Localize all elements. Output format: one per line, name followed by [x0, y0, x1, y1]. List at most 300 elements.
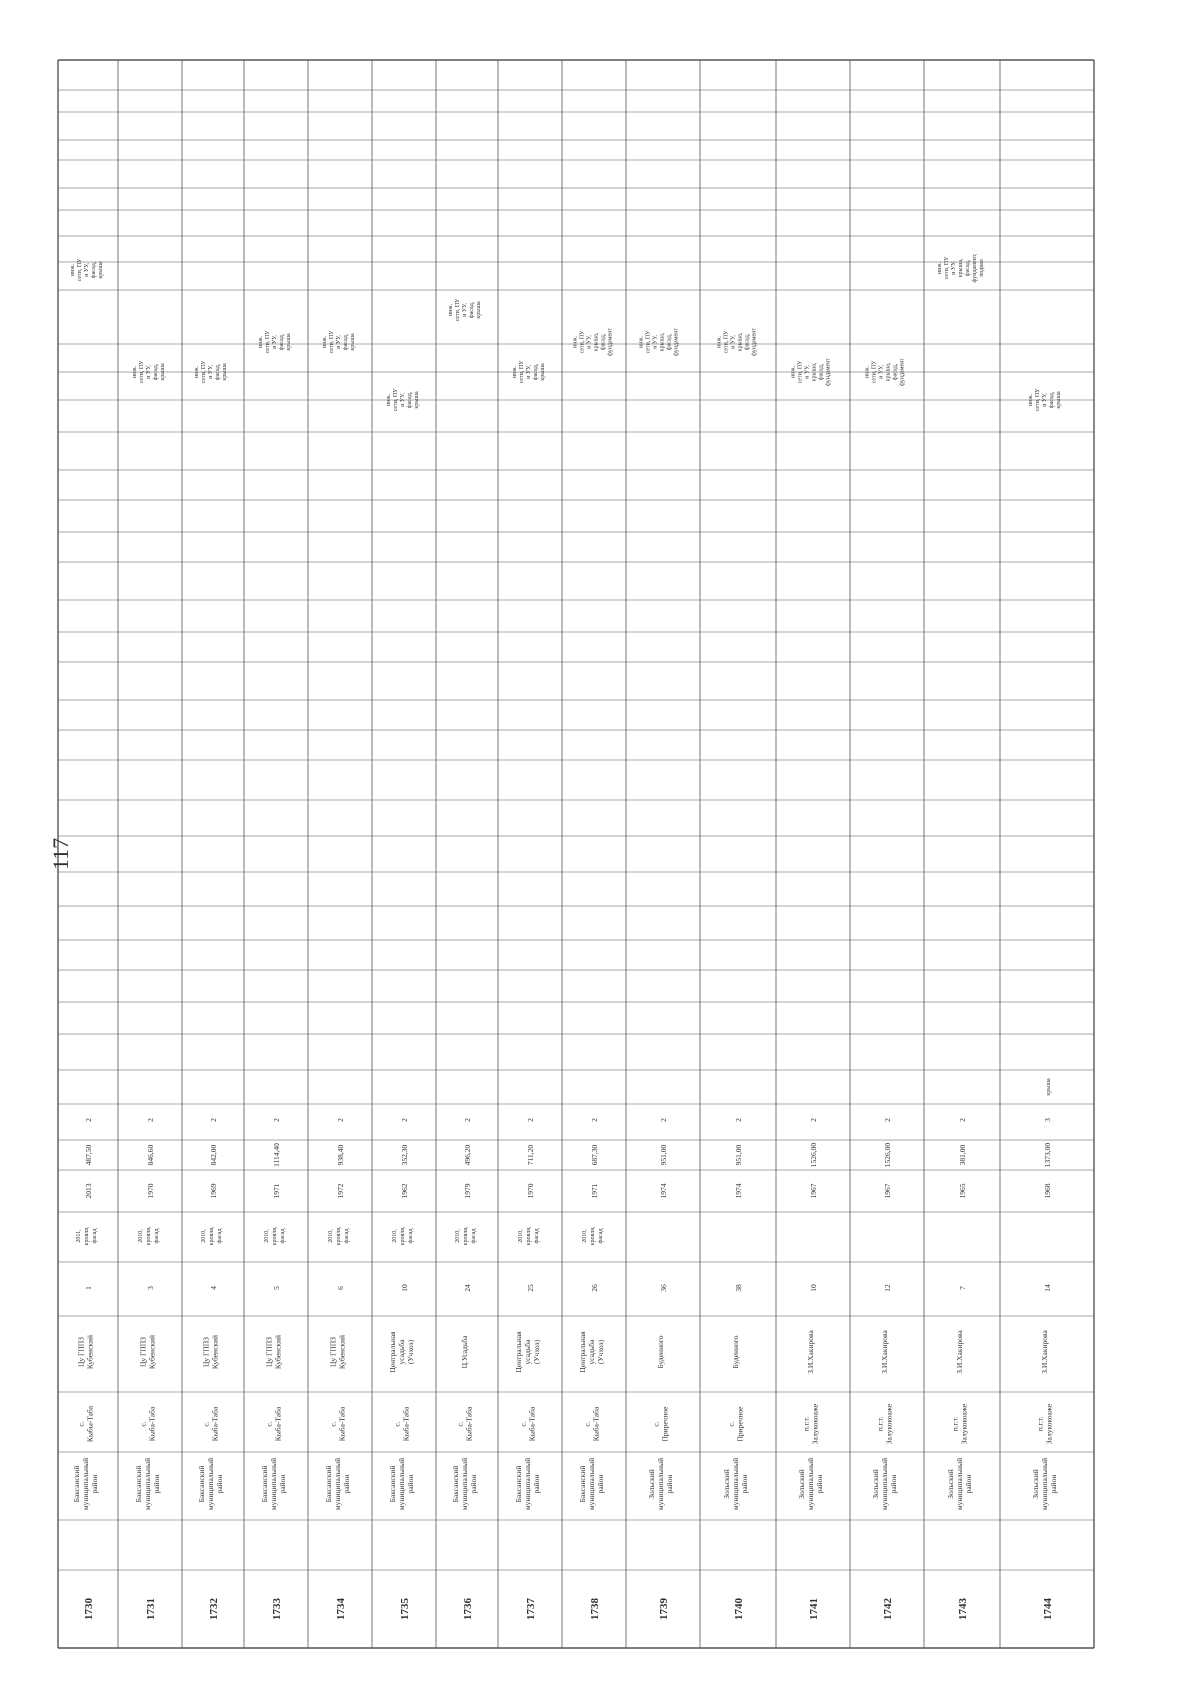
street-cell-line: Кубенский	[337, 1334, 347, 1370]
works-cell-line: инж.	[572, 335, 579, 349]
repair-cell-line: кровля,	[146, 1226, 152, 1246]
settlement-cell-line: п.г.т.	[950, 1416, 960, 1432]
works-cell-line: сети, ПУ	[393, 388, 399, 412]
works-cell-line: фасад,	[818, 363, 825, 381]
district-cell-line: муниципальный	[806, 1457, 815, 1511]
settlement-cell-line: п.г.т.	[801, 1416, 811, 1432]
district-cell-line: муниципальный	[460, 1457, 469, 1511]
works-cell-line: фасад,	[1049, 391, 1055, 409]
settlement-cell-line: Кыба-Таба	[337, 1406, 347, 1442]
row-number: 1733	[271, 1598, 283, 1620]
street-cell-line: (Учхоз)	[596, 1339, 605, 1365]
area-value: 496,20	[463, 1144, 472, 1166]
works-cell-line: сети, ПУ	[797, 360, 804, 384]
street-cell-line: Буденного	[731, 1335, 740, 1369]
works-cell-line: крыша	[160, 363, 166, 381]
works-cell-line: инж.	[132, 365, 138, 379]
build-year: 1974	[734, 1183, 743, 1199]
works-cell-line: фундамент	[825, 358, 832, 386]
floors-value: 2	[463, 1118, 472, 1122]
repair-cell-line: фасад	[471, 1228, 477, 1244]
district-cell-line: район	[278, 1474, 287, 1494]
works-cell-line: и УУ,	[84, 263, 90, 277]
house-number: 1	[84, 1286, 93, 1290]
build-year: 1967	[809, 1183, 818, 1199]
street-cell-line: Ц.Усадьба	[460, 1335, 469, 1369]
build-year: 1969	[209, 1183, 218, 1199]
house-number: 36	[659, 1284, 668, 1292]
street-cell-line: Цу ГППЗ	[138, 1337, 148, 1367]
area-value: 951,00	[734, 1144, 743, 1166]
works-cell-line: фасад,	[215, 363, 221, 381]
house-number: 38	[734, 1284, 743, 1292]
works-cell-line: инж.	[512, 365, 518, 379]
build-year: 1974	[659, 1183, 668, 1199]
works-cell-line: сети, ПУ	[455, 298, 461, 322]
area-value: 487,50	[84, 1144, 93, 1166]
house-number: 5	[272, 1286, 281, 1290]
repair-cell-line: 2010,	[455, 1229, 461, 1243]
district-cell-line: район	[90, 1474, 99, 1494]
works-cell-line: и УУ,	[336, 335, 342, 349]
repair-cell-line: кровля,	[84, 1226, 90, 1246]
repair-cell-line: фасад	[154, 1228, 160, 1244]
row-number: 1735	[399, 1598, 411, 1620]
build-year: 1972	[336, 1183, 345, 1199]
row-number: 1740	[733, 1598, 745, 1620]
street-cell-line: (Учхоз)	[406, 1339, 415, 1365]
row-number: 1731	[145, 1598, 157, 1620]
district-cell-line: муниципальный	[143, 1457, 152, 1511]
district-cell-line: район	[815, 1474, 824, 1494]
floors-value: 2	[272, 1118, 281, 1122]
district-cell-line: Баксанский	[134, 1465, 143, 1503]
works-cell-line: фундамент	[899, 358, 906, 386]
row-number: 1738	[589, 1598, 601, 1620]
house-number: 10	[400, 1284, 409, 1292]
floors-value: 2	[659, 1118, 668, 1122]
repair-cell-line: фасад	[344, 1228, 350, 1244]
district-cell-line: район	[152, 1474, 161, 1494]
works-cell-line: крыша	[540, 363, 546, 381]
area-value: 352,30	[400, 1144, 409, 1166]
table-row	[514, 1118, 541, 1620]
works-cell-line: сети, ПУ	[944, 256, 950, 280]
street-cell-line: Кубенский	[85, 1334, 95, 1370]
works-cell-line: инж.	[638, 335, 645, 349]
works-cell-line: фундамент	[607, 328, 614, 356]
works-cell-line: сети, ПУ	[645, 330, 652, 354]
settlement-cell-line: с.	[518, 1421, 528, 1427]
works-cell-line: инж.	[258, 335, 264, 349]
settlement-cell-line: Залукокоаже	[810, 1403, 820, 1445]
works-cell-line: инж.	[386, 393, 392, 407]
works-cell-line: фасад,	[744, 333, 751, 351]
floors-value: 3	[1043, 1118, 1052, 1122]
settlement-cell-line: с.	[651, 1421, 661, 1427]
repair-cell-line: 2010,	[138, 1229, 144, 1243]
floors-value: 2	[209, 1118, 218, 1122]
works-cell-line: сети, ПУ	[77, 258, 83, 282]
district-cell-line: Баксанский	[388, 1465, 397, 1503]
table-row	[722, 1118, 749, 1620]
works-cell-line: фундамент	[673, 328, 680, 356]
build-year: 1968	[1043, 1183, 1052, 1199]
table-row	[871, 1118, 898, 1620]
table-row	[72, 1118, 99, 1620]
table-row	[1031, 1078, 1058, 1620]
row-number: 1743	[957, 1598, 969, 1620]
build-year: 1967	[883, 1183, 892, 1199]
works-cell-line: крыша,	[593, 332, 600, 352]
works-cell-line: инж.	[716, 335, 723, 349]
works-cell-line: крыша	[98, 261, 104, 279]
district-cell-line: район	[342, 1474, 351, 1494]
works-cell-line: и УУ,	[400, 393, 406, 407]
settlement-cell-line: с.	[392, 1421, 402, 1427]
district-cell-line: район	[665, 1474, 674, 1494]
district-cell-line: муниципальный	[523, 1457, 532, 1511]
district-cell-line: Баксанский	[260, 1465, 269, 1503]
build-year: 1965	[958, 1183, 967, 1199]
row-number: 1730	[83, 1598, 95, 1620]
table-row	[946, 1118, 973, 1620]
street-cell-line: Центральная	[578, 1331, 587, 1373]
area-value: 1526,00	[809, 1142, 818, 1168]
row-number: 1742	[882, 1598, 894, 1620]
extra-cell: крыша	[1046, 1078, 1052, 1096]
street-cell-line: Буденного	[656, 1335, 665, 1369]
repair-cell-line: кровля,	[209, 1226, 215, 1246]
works-cell-line: инж.	[1028, 393, 1034, 407]
district-cell-line: Зольский	[1031, 1469, 1040, 1499]
build-year: 1979	[463, 1183, 472, 1199]
district-cell-line: район	[740, 1474, 749, 1494]
works-cell-line: сети, ПУ	[265, 330, 271, 354]
district-cell-line: Зольский	[722, 1469, 731, 1499]
row-number: 1739	[658, 1598, 670, 1620]
works-cell-line: и УУ,	[586, 335, 593, 349]
repair-cell-line: кровля,	[590, 1226, 596, 1246]
table-row	[260, 1118, 287, 1620]
settlement-cell-line: с.	[138, 1421, 148, 1427]
works-cell-line: фасад,	[91, 261, 97, 279]
settlement-cell-line: с.	[455, 1421, 465, 1427]
settlement-cell-line: Кыба-Таба	[273, 1406, 283, 1442]
street-cell-line: (Учхоз)	[532, 1339, 541, 1365]
works-cell-line: крыша,	[811, 362, 818, 382]
repair-cell-line: фасад	[408, 1228, 414, 1244]
area-value: 846,60	[146, 1144, 155, 1166]
street-cell-line: Кубенский	[273, 1334, 283, 1370]
district-cell-line: Баксанский	[197, 1465, 206, 1503]
works-cell-line: фасад,	[600, 333, 607, 351]
floors-value: 2	[400, 1118, 409, 1122]
repair-cell-line: фасад	[598, 1228, 604, 1244]
works-cell-line: крыша,	[737, 332, 744, 352]
works-cell-line: сети, ПУ	[871, 360, 878, 384]
area-value: 1114,40	[272, 1143, 281, 1167]
district-cell-line: муниципальный	[1040, 1457, 1049, 1511]
works-cell-line: сети, ПУ	[1035, 388, 1041, 412]
district-cell-line: район	[1049, 1474, 1058, 1494]
district-cell-line: муниципальный	[880, 1457, 889, 1511]
floors-value: 2	[883, 1118, 892, 1122]
works-cell-line: инж.	[322, 335, 328, 349]
settlement-cell-line: Кыба-Таба	[591, 1406, 601, 1442]
street-cell-line: Цу ГППЗ	[264, 1337, 274, 1367]
street-cell-line: Центральная	[388, 1331, 397, 1373]
repair-cell-line: 2010,	[392, 1229, 398, 1243]
district-cell-line: Баксанский	[72, 1465, 81, 1503]
works-cell-line: инж.	[864, 365, 871, 379]
settlement-cell-line: Кыба-Таба	[210, 1406, 220, 1442]
area-value: 951,00	[659, 1144, 668, 1166]
district-cell-line: район	[215, 1474, 224, 1494]
area-value: 711,20	[526, 1144, 535, 1166]
settlement-cell-line: Приречное	[735, 1406, 745, 1442]
repair-cell-line: 2010,	[201, 1229, 207, 1243]
street-cell-line: Цу ГППЗ	[328, 1337, 338, 1367]
works-cell-line: крыша,	[885, 362, 892, 382]
table-row	[451, 1118, 478, 1620]
district-cell-line: район	[596, 1474, 605, 1494]
works-cell-line: и УУ,	[272, 335, 278, 349]
floors-value: 2	[734, 1118, 743, 1122]
row-number: 1741	[808, 1598, 820, 1620]
district-cell-line: Баксанский	[451, 1465, 460, 1503]
street-cell-line: усадьба	[397, 1339, 406, 1365]
settlement-cell-line: Кыба-Таба	[464, 1406, 474, 1442]
repair-cell-line: 2010,	[518, 1229, 524, 1243]
district-cell-line: муниципальный	[206, 1457, 215, 1511]
area-value: 1526,00	[883, 1142, 892, 1168]
street-cell-line: З.И.Хакирова	[1040, 1330, 1049, 1374]
works-cell-line: инж.	[790, 365, 797, 379]
repair-cell-line: кровля,	[336, 1226, 342, 1246]
house-number: 24	[463, 1284, 472, 1292]
house-number: 4	[209, 1286, 218, 1290]
works-cell-line: сети, ПУ	[579, 330, 586, 354]
area-value: 842,00	[209, 1144, 218, 1166]
build-year: 2013	[84, 1183, 93, 1199]
works-cell-line: и УУ,	[804, 365, 811, 379]
works-cell-line: крыша,	[659, 332, 666, 352]
works-cell-line: крыша	[476, 301, 482, 319]
area-value: 687,30	[590, 1144, 599, 1166]
house-number: 7	[958, 1286, 967, 1290]
street-cell-line: Кубенский	[210, 1334, 220, 1370]
build-year: 1970	[146, 1183, 155, 1199]
settlement-cell-line: Приречное	[660, 1406, 670, 1442]
floors-value: 2	[526, 1118, 535, 1122]
street-cell-line: З.И.Хакирова	[955, 1330, 964, 1374]
street-cell-line: З.И.Хакирова	[880, 1330, 889, 1374]
works-cell-line: и УУ,	[208, 365, 214, 379]
table-row	[197, 1118, 224, 1620]
district-cell-line: Зольский	[946, 1469, 955, 1499]
table-row	[578, 1118, 605, 1620]
works-cell-line: фасад,	[279, 333, 285, 351]
settlement-cell-line: с.	[582, 1421, 592, 1427]
repair-cell-line: фасад	[217, 1228, 223, 1244]
works-cell-line: сети, ПУ	[139, 360, 145, 384]
row-number: 1736	[462, 1598, 474, 1620]
repair-cell-line: 2010,	[328, 1229, 334, 1243]
works-cell-line: и УУ,	[526, 365, 532, 379]
district-cell-line: район	[406, 1474, 415, 1494]
district-cell-line: муниципальный	[731, 1457, 740, 1511]
data-table	[72, 1078, 1058, 1620]
table-row	[324, 1118, 351, 1620]
house-number: 26	[590, 1284, 599, 1292]
page-number: 117	[48, 837, 73, 870]
row-number: 1732	[208, 1598, 220, 1620]
district-cell-line: район	[532, 1474, 541, 1494]
settlement-cell-line: Кыба-Таба	[401, 1406, 411, 1442]
works-cell-line: крыша	[286, 333, 292, 351]
settlement-cell-line: с.	[76, 1421, 86, 1427]
repair-cell-line: кровля,	[272, 1226, 278, 1246]
table-row	[647, 1118, 674, 1620]
works-cell-line: инж.	[194, 365, 200, 379]
settlement-cell-line: Кыбы-Таба	[85, 1405, 95, 1443]
settlement-cell-line: Залукокоаже	[959, 1403, 969, 1445]
floors-value: 2	[809, 1118, 818, 1122]
area-value: 938,40	[336, 1144, 345, 1166]
works-cell-line: крыша	[1056, 391, 1062, 409]
settlement-cell-line: с.	[201, 1421, 211, 1427]
street-cell-line: З.И.Хакирова	[806, 1330, 815, 1374]
settlement-cell-line: Залукокоаже	[1044, 1403, 1054, 1445]
table-row	[388, 1118, 415, 1620]
works-cell-line: фасад,	[533, 363, 539, 381]
repair-cell-line: кровля,	[463, 1226, 469, 1246]
works-cell-line: крыша	[414, 391, 420, 409]
house-number: 6	[336, 1286, 345, 1290]
house-number: 3	[146, 1286, 155, 1290]
works-cell-line: сети, ПУ	[519, 360, 525, 384]
district-cell-line: муниципальный	[269, 1457, 278, 1511]
works-cell-line: и УУ,	[146, 365, 152, 379]
settlement-cell-line: п.г.т.	[875, 1416, 885, 1432]
works-cell-line: сети, ПУ	[329, 330, 335, 354]
repair-cell-line: 2010,	[264, 1229, 270, 1243]
house-number: 25	[526, 1284, 535, 1292]
area-value: 1373,00	[1043, 1142, 1052, 1168]
house-number: 10	[809, 1284, 818, 1292]
works-cell-line: фасад,	[407, 391, 413, 409]
district-cell-line: Баксанский	[324, 1465, 333, 1503]
row-number: 1737	[525, 1598, 537, 1620]
repair-cell-line: фасад	[280, 1228, 286, 1244]
works-cell-line: подвал	[979, 259, 985, 277]
street-cell-line: Центральная	[514, 1331, 523, 1373]
district-cell-line: Зольский	[647, 1469, 656, 1499]
repair-cell-line: фасад	[92, 1228, 98, 1244]
works-cell-line: инж.	[937, 261, 943, 275]
works-annotations	[70, 253, 1062, 411]
works-cell-line: крыша,	[958, 258, 964, 278]
repair-cell-line: фасад	[534, 1228, 540, 1244]
settlement-cell-line: с.	[264, 1421, 274, 1427]
floors-value: 2	[84, 1118, 93, 1122]
works-cell-line: фундамент	[751, 328, 758, 356]
settlement-cell-line: Кыба-Таба	[527, 1406, 537, 1442]
works-cell-line: и УУ,	[951, 261, 957, 275]
street-cell-line: усадьба	[523, 1339, 532, 1365]
works-cell-line: фасад,	[666, 333, 673, 351]
works-cell-line: фасад,	[343, 333, 349, 351]
repair-cell-line: 2010,	[582, 1229, 588, 1243]
house-number: 12	[883, 1284, 892, 1292]
row-number: 1734	[335, 1598, 347, 1620]
district-cell-line: Зольский	[797, 1469, 806, 1499]
district-cell-line: муниципальный	[656, 1457, 665, 1511]
repair-cell-line: кровля,	[400, 1226, 406, 1246]
district-cell-line: муниципальный	[397, 1457, 406, 1511]
district-cell-line: район	[964, 1474, 973, 1494]
build-year: 1962	[400, 1183, 409, 1199]
works-cell-line: и УУ,	[1042, 393, 1048, 407]
settlement-cell-line: с.	[726, 1421, 736, 1427]
works-cell-line: инж.	[448, 303, 454, 317]
works-cell-line: и УУ,	[652, 335, 659, 349]
build-year: 1970	[526, 1183, 535, 1199]
floors-value: 2	[336, 1118, 345, 1122]
street-cell-line: Цу ГППЗ	[76, 1337, 86, 1367]
area-value: 381,00	[958, 1144, 967, 1166]
settlement-cell-line: Залукокоаже	[884, 1403, 894, 1445]
build-year: 1971	[590, 1183, 599, 1199]
works-cell-line: фасад,	[469, 301, 475, 319]
works-cell-line: и УУ,	[878, 365, 885, 379]
works-cell-line: крыша	[222, 363, 228, 381]
street-cell-line: усадьба	[587, 1339, 596, 1365]
district-cell-line: муниципальный	[333, 1457, 342, 1511]
district-cell-line: район	[469, 1474, 478, 1494]
row-number: 1744	[1042, 1598, 1054, 1620]
district-cell-line: Баксанский	[578, 1465, 587, 1503]
repair-cell-line: 2011,	[76, 1229, 82, 1243]
settlement-cell-line: п.г.т.	[1035, 1416, 1045, 1432]
table-row	[797, 1118, 824, 1620]
district-cell-line: район	[889, 1474, 898, 1494]
works-cell-line: и УУ,	[730, 335, 737, 349]
street-cell-line: Цу ГППЗ	[201, 1337, 211, 1367]
floors-value: 2	[958, 1118, 967, 1122]
house-number: 14	[1043, 1284, 1052, 1292]
district-cell-line: муниципальный	[81, 1457, 90, 1511]
repair-cell-line: кровля,	[526, 1226, 532, 1246]
settlement-cell-line: с.	[328, 1421, 338, 1427]
works-cell-line: фундамент,	[972, 253, 978, 283]
works-cell-line: фасад,	[965, 259, 971, 277]
district-cell-line: Баксанский	[514, 1465, 523, 1503]
floors-value: 2	[146, 1118, 155, 1122]
floors-value: 2	[590, 1118, 599, 1122]
works-cell-line: фасад,	[892, 363, 899, 381]
district-cell-line: Зольский	[871, 1469, 880, 1499]
settlement-cell-line: Кыба-Таба	[147, 1406, 157, 1442]
works-cell-line: сети, ПУ	[201, 360, 207, 384]
table-row	[134, 1118, 161, 1620]
district-cell-line: муниципальный	[955, 1457, 964, 1511]
works-cell-line: крыша	[350, 333, 356, 351]
build-year: 1971	[272, 1183, 281, 1199]
works-cell-line: фасад,	[153, 363, 159, 381]
street-cell-line: Кубенский	[147, 1334, 157, 1370]
